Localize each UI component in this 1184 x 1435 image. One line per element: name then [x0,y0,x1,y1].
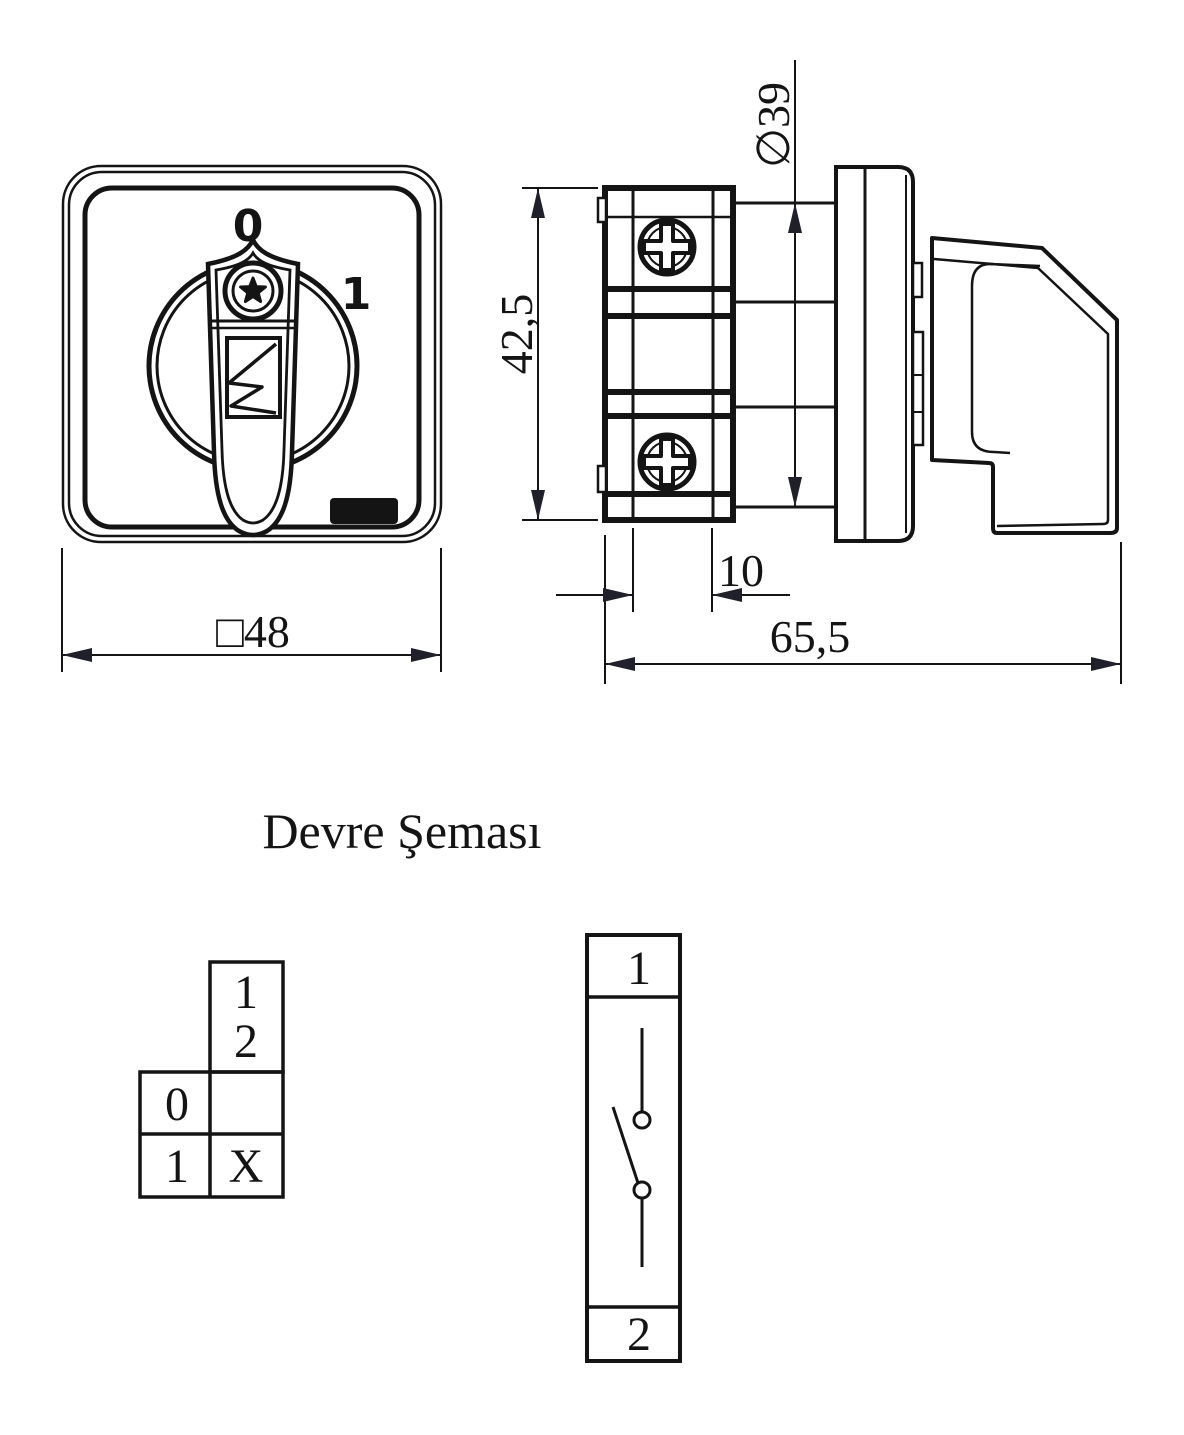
contact-number-bottom: 2 [234,1015,258,1068]
terminal-block-notch [598,466,606,492]
brand-logo-block-icon [330,498,398,524]
switch-symbol [587,935,680,1361]
circuit-title: Devre Şeması [262,803,542,859]
position-label-0: 0 [232,201,264,252]
table-position-0: 0 [165,1078,189,1131]
dimension-value-diameter: ∅39 [748,81,799,169]
terminal-block-notch [598,198,606,222]
table-state-1: X [228,1140,264,1193]
contact-number-top: 1 [234,966,258,1019]
dimension-value-10: 10 [718,545,764,596]
arrowhead [1091,657,1121,671]
terminal-label-top: 1 [627,942,651,995]
position-label-1: 1 [340,269,372,320]
front-view [63,166,441,542]
arrowhead [411,648,441,662]
handle-side-profile [932,238,1117,533]
contact-table [140,962,283,1197]
arrowhead [603,588,633,602]
dimension-value-65-5: 65,5 [769,611,851,662]
switch-symbol-frame [587,935,680,1361]
arrowhead [788,203,802,233]
dimension-value: □48 [216,606,290,657]
arrowhead [788,477,802,507]
dimension-body-height [491,188,598,520]
arrowhead [531,188,545,218]
shaft-rib [913,332,923,445]
terminal-screw-top [640,220,694,274]
arrowhead [62,648,92,662]
terminal-label-bottom: 2 [627,1308,651,1361]
table-position-1: 1 [165,1140,189,1193]
dimension-depths [556,528,1121,684]
arrowhead [605,657,635,671]
terminal-screw-bottom [640,435,694,489]
shaft-rib [913,263,922,297]
contact-point-top [634,1112,650,1128]
dimension-front-width [62,548,441,672]
arrowhead [531,490,545,520]
dimension-value: 42,5 [491,293,542,375]
contact-point-bottom [634,1182,650,1198]
side-view [598,60,1117,541]
mounting-plate [836,167,913,541]
circuit-diagram [140,803,680,1361]
